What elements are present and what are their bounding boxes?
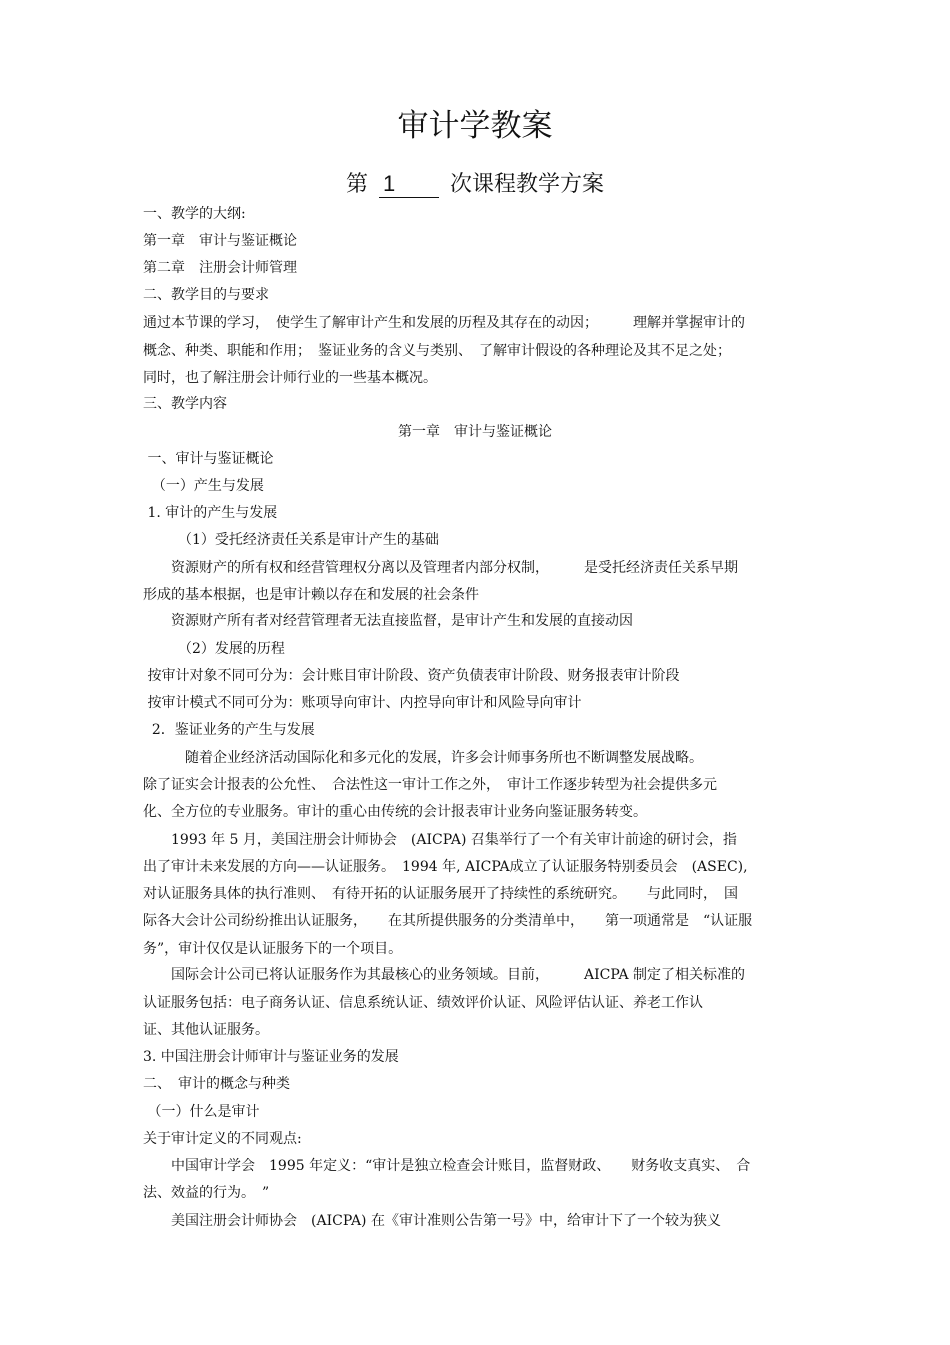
paragraph-line: 证、其他认证服务。 xyxy=(143,1022,269,1038)
paragraph-line: 资源财产的所有权和经营管理权分离以及管理者内部分权制， 是受托经济责任关系早期 xyxy=(143,560,738,576)
document-title: 审计学教案 xyxy=(397,108,553,144)
subtitle-suffix: 次课程教学方案 xyxy=(450,172,605,197)
subtitle-prefix: 第 xyxy=(345,172,368,197)
objectives-line-3: 同时，也了解注册会计师行业的一些基本概况。 xyxy=(143,370,437,386)
point-1-heading: （1）受托经济责任关系是审计产生的基础 xyxy=(143,532,439,548)
paragraph-line: 中国审计学会 1995 年定义：“审计是独立检查会计账目，监督财政、 财务收支真实、 合 xyxy=(143,1158,751,1174)
paragraph-line: 除了证实会计报表的公允性、 合法性这一审计工作之外， 审计工作逐步转型为社会提供多元 xyxy=(143,777,717,793)
paragraph-line: 关于审计定义的不同观点: xyxy=(143,1131,302,1147)
paragraph-line: 国际会计公司已将认证服务作为其最核心的业务领域。目前， AICPA 制定了相关标准的 xyxy=(143,967,746,983)
paragraph-line: 资源财产所有者对经营管理者无法直接监督，是审计产生和发展的直接动因 xyxy=(143,613,633,629)
paragraph-line: 化、全方位的专业服务。审计的重心由传统的会计报表审计业务向鉴证服务转变。 xyxy=(143,804,647,820)
paragraph-line: 务”，审计仅仅是认证服务下的一个项目。 xyxy=(143,941,403,957)
item-2-heading: 2．鉴证业务的产生与发展 xyxy=(143,722,315,738)
item-1-heading: 1. 审计的产生与发展 xyxy=(143,505,278,521)
paragraph-line: 形成的基本根据，也是审计赖以存在和发展的社会条件 xyxy=(143,587,479,603)
point-2-heading: （2）发展的历程 xyxy=(143,641,285,657)
outline-heading: 一、教学的大纲: xyxy=(143,206,246,222)
objectives-heading: 二、教学目的与要求 xyxy=(143,287,269,303)
paragraph-line: 对认证服务具体的执行准则、 有待开拓的认证服务展开了持续性的系统研究。 与此同时， 国 xyxy=(143,886,738,902)
section-1-heading: 一、审计与鉴证概论 xyxy=(143,451,274,467)
objectives-line-2: 概念、种类、职能和作用； 鉴证业务的含义与类别、 了解审计假设的各种理论及其不足之处； xyxy=(143,343,731,359)
paragraph-line: 1993 年 5 月，美国注册会计师协会 (AICPA) 召集举行了一个有关审计前途的研讨会，指 xyxy=(143,832,737,848)
item-3-heading: 3. 中国注册会计师审计与鉴证业务的发展 xyxy=(143,1049,399,1065)
section-2-heading: 二、 审计的概念与种类 xyxy=(143,1076,290,1092)
paragraph-line: 随着企业经济活动国际化和多元化的发展，许多会计师事务所也不断调整发展战略。 xyxy=(143,750,703,766)
subsection-1-heading: （一）产生与发展 xyxy=(143,478,264,494)
paragraph-line: 际各大会计公司纷纷推出认证服务， 在其所提供服务的分类清单中， 第一项通常是 “认证服 xyxy=(143,913,753,929)
outline-chapter-2: 第二章 注册会计师管理 xyxy=(143,260,297,276)
outline-chapter-1: 第一章 审计与鉴证概论 xyxy=(143,233,297,249)
objectives-line-1: 通过本节课的学习， 使学生了解审计产生和发展的历程及其存在的动因； 理解并掌握审计的 xyxy=(143,315,745,331)
paragraph-line: 认证服务包括：电子商务认证、信息系统认证、绩效评价认证、风险评估认证、养老工作认 xyxy=(143,995,703,1011)
paragraph-line: 按审计模式不同可分为：账项导向审计、内控导向审计和风险导向审计 xyxy=(143,695,582,711)
paragraph-line: 按审计对象不同可分为：会计账目审计阶段、资产负债表审计阶段、财务报表审计阶段 xyxy=(143,668,680,684)
content-heading: 三、教学内容 xyxy=(143,396,227,412)
paragraph-line: 美国注册会计师协会 (AICPA) 在《审计准则公告第一号》中，给审计下了一个较为狭义 xyxy=(143,1213,721,1229)
lesson-subtitle xyxy=(0,168,950,202)
paragraph-line: 出了审计未来发展的方向——认证服务。 1994 年, AICPA成立了认证服务特别委员会 (ASEC), xyxy=(143,859,748,875)
paragraph-line: 法、效益的行为。 ” xyxy=(143,1185,270,1201)
lesson-number: 1 xyxy=(379,171,439,198)
subsection-heading: （一）什么是审计 xyxy=(143,1104,260,1120)
chapter-1-heading: 第一章 审计与鉴证概论 xyxy=(398,424,552,440)
